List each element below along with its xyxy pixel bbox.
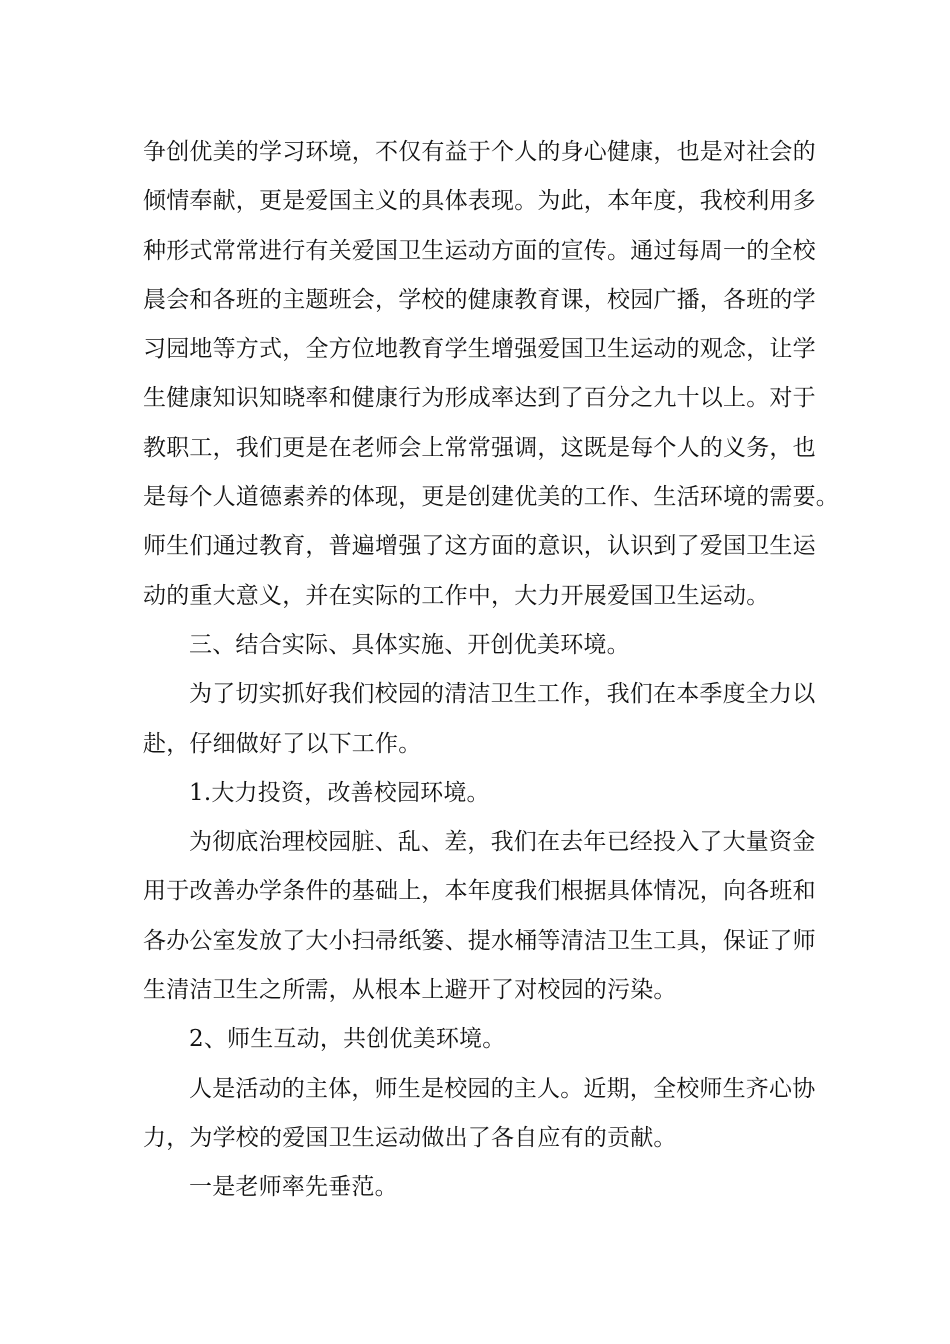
section-heading: 三、结合实际、具体实施、开创优美环境。 [189, 631, 630, 658]
paragraph-start: 为了切实抓好我们校园的清洁卫生工作，我们在本季度全力以 [189, 681, 816, 708]
text-line: 种形式常常进行有关爱国卫生运动方面的宣传。通过每周一的全校 [143, 237, 816, 264]
text-line: 师生们通过教育，普遍增强了这方面的意识，认识到了爱国卫生运 [143, 533, 816, 560]
text-line: 动的重大意义，并在实际的工作中，大力开展爱国卫生运动。 [143, 582, 770, 609]
text-line: 晨会和各班的主题班会，学校的健康教育课，校园广播，各班的学 [143, 286, 816, 313]
paragraph-start: 为彻底治理校园脏、乱、差，我们在去年已经投入了大量资金 [189, 829, 816, 856]
text-line: 争创优美的学习环境，不仅有益于个人的身心健康，也是对社会的 [143, 139, 816, 165]
text-line: 生清洁卫生之所需，从根本上避开了对校园的污染。 [143, 977, 677, 1004]
document-body [143, 128, 839, 1213]
subsection-heading: 1.大力投资，改善校园环境。 [189, 779, 490, 806]
paragraph-start: 一是老师率先垂范。 [189, 1174, 398, 1201]
text-line: 生健康知识知晓率和健康行为形成率达到了百分之九十以上。对于 [143, 385, 816, 412]
text-line: 力，为学校的爱国卫生运动做出了各自应有的贡献。 [143, 1124, 677, 1151]
subsection-heading: 2、师生互动，共创优美环境。 [189, 1026, 506, 1053]
paragraph-start: 人是活动的主体，师生是校园的主人。近期，全校师生齐心协 [189, 1075, 816, 1102]
text-line: 习园地等方式，全方位地教育学生增强爱国卫生运动的观念，让学 [143, 336, 816, 363]
text-line: 各办公室发放了大小扫帚纸篓、提水桶等清洁卫生工具，保证了师 [143, 927, 816, 954]
text-line: 教职工，我们更是在老师会上常常强调，这既是每个人的义务，也 [143, 434, 816, 461]
text-line: 是每个人道德素养的体现，更是创建优美的工作、生活环境的需要。 [143, 484, 839, 511]
text-line: 用于改善办学条件的基础上，本年度我们根据具体情况，向各班和 [143, 878, 816, 905]
text-line: 赴，仔细做好了以下工作。 [143, 730, 422, 757]
text-line: 倾情奉献，更是爱国主义的具体表现。为此，本年度，我校利用多 [143, 188, 816, 215]
